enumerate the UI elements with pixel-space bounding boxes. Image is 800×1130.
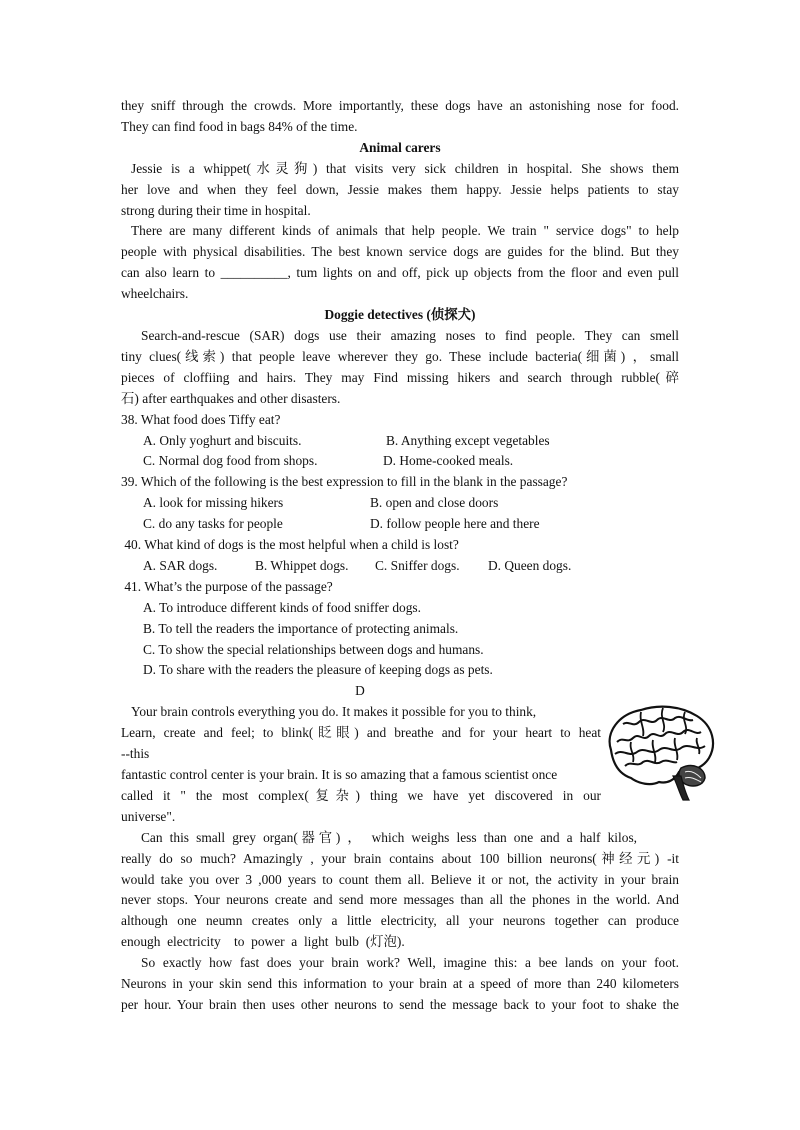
text-line: per hour. Your brain then uses other neurons to send the message back to your foot to shake the: [121, 996, 679, 1012]
text-line: 石) after earthquakes and other disasters.: [121, 390, 341, 406]
document-page: [121, 96, 679, 1016]
options-40-row: [121, 556, 679, 577]
text-line: Jessie is a whippet(水灵狗) that visits very sick children in hospital. She shows them: [131, 160, 679, 176]
text-line: people with physical disabilities. The best known service dogs are guides for the blind. But they: [121, 244, 679, 260]
question-38: 38. What food does Tiffy eat?: [121, 411, 281, 427]
options-38-row2: [121, 451, 679, 472]
text-line: pieces of cloffiing and hairs. They may Find missing hikers and search through rubble(碎: [121, 369, 679, 385]
option-39-b: B. open and close doors: [370, 495, 499, 511]
option-41-c: C. To show the special relationships between dogs and humans.: [143, 641, 484, 657]
text-line: Learn, create and feel; to blink(眨眼) and breathe and for your heart to heat: [121, 725, 601, 741]
options-39-row1: [121, 493, 679, 514]
option-38-c: C. Normal dog food from shops.: [143, 453, 318, 469]
option-40-a: A. SAR dogs.: [143, 557, 218, 573]
text-line: although one neumn creates only a little electricity, all your neurons together can produce: [121, 913, 679, 929]
text-line: her love and when they feel down, Jessie makes them happy. Jessie helps patients to stay: [121, 181, 679, 197]
section-d-intro: [121, 702, 679, 827]
text-line: wheelchairs.: [121, 286, 189, 302]
text-line: they sniff through the crowds. More importantly, these dogs have an astonishing nose for food.: [121, 98, 679, 113]
text-line: never stops. Your neurons create and send more messages than all the phones in the world. And: [121, 892, 679, 908]
text-line: really do so much? Amazingly , your brain contains about 100 billion neurons(神经元) -it: [121, 850, 679, 866]
text-line: So exactly how fast does your brain work? Well, imagine this: a bee lands on your foot.: [141, 955, 679, 971]
section-heading-doggie-detectives: Doggie detectives (侦探犬): [324, 307, 476, 323]
text-line: There are many different kinds of animals that help people. We train " service dogs" to help: [131, 223, 679, 239]
question-40: 40. What kind of dogs is the most helpful when a child is lost?: [121, 537, 459, 553]
text-line: called it " the most complex(复杂) thing we have yet discovered in our: [121, 787, 601, 803]
question-39: 39. Which of the following is the best expression to fill in the blank in the passage?: [121, 474, 568, 490]
option-38-d: D. Home-cooked meals.: [383, 453, 514, 469]
option-41-a: A. To introduce different kinds of food sniffer dogs.: [143, 599, 421, 615]
option-40-c: C. Sniffer dogs.: [375, 557, 460, 573]
brain-illustration: [601, 702, 719, 802]
options-38-row1: [121, 431, 679, 452]
text-line: would take you over 3 ,000 years to count them all. Believe it or not, the activity in your brain: [121, 871, 679, 887]
options-39-row2: [121, 514, 679, 535]
option-39-d: D. follow people here and there: [370, 516, 540, 532]
option-40-d: D. Queen dogs.: [488, 557, 572, 573]
text-line: strong during their time in hospital.: [121, 202, 311, 218]
section-heading-animal-carers: Animal carers: [359, 139, 441, 155]
option-39-a: A. look for missing hikers: [143, 495, 284, 511]
text-line: universe".: [121, 808, 176, 824]
text-line: can also learn to __________, tum lights on and off, pick up objects from the floor and even pull: [121, 265, 679, 281]
text-line: --this: [121, 746, 150, 762]
option-39-c: C. do any tasks for people: [143, 516, 283, 532]
section-label-d: D: [355, 683, 365, 699]
option-38-b: B. Anything except vegetables: [386, 432, 550, 448]
option-41-d: D. To share with the readers the pleasure of keeping dogs as pets.: [143, 662, 493, 678]
option-40-b: B. Whippet dogs.: [255, 557, 349, 573]
text-line: They can find food in bags 84% of the time.: [121, 118, 358, 134]
option-38-a: A. Only yoghurt and biscuits.: [143, 432, 302, 448]
text-line: Your brain controls everything you do. It makes it possible for you to think,: [131, 704, 537, 720]
text-line: Search-and-rescue (SAR) dogs use their amazing noses to find people. They can smell: [141, 327, 679, 343]
option-41-b: B. To tell the readers the importance of protecting animals.: [143, 620, 459, 636]
text-line: Can this small grey organ(器官) ， which weighs less than one and a half kilos,: [141, 829, 637, 845]
question-41: 41. What’s the purpose of the passage?: [121, 578, 333, 594]
text-line: Neurons in your skin send this information to your brain at a speed of more than 240 kilometers: [121, 976, 679, 992]
text-line: enough electricity to power a light bulb (灯泡).: [121, 934, 405, 950]
text-line: tiny clues(线索) that people leave wherever they go. These include bacteria(细菌) ，small: [121, 348, 679, 364]
text-line: fantastic control center is your brain. It is so amazing that a famous scientist once: [121, 767, 558, 782]
